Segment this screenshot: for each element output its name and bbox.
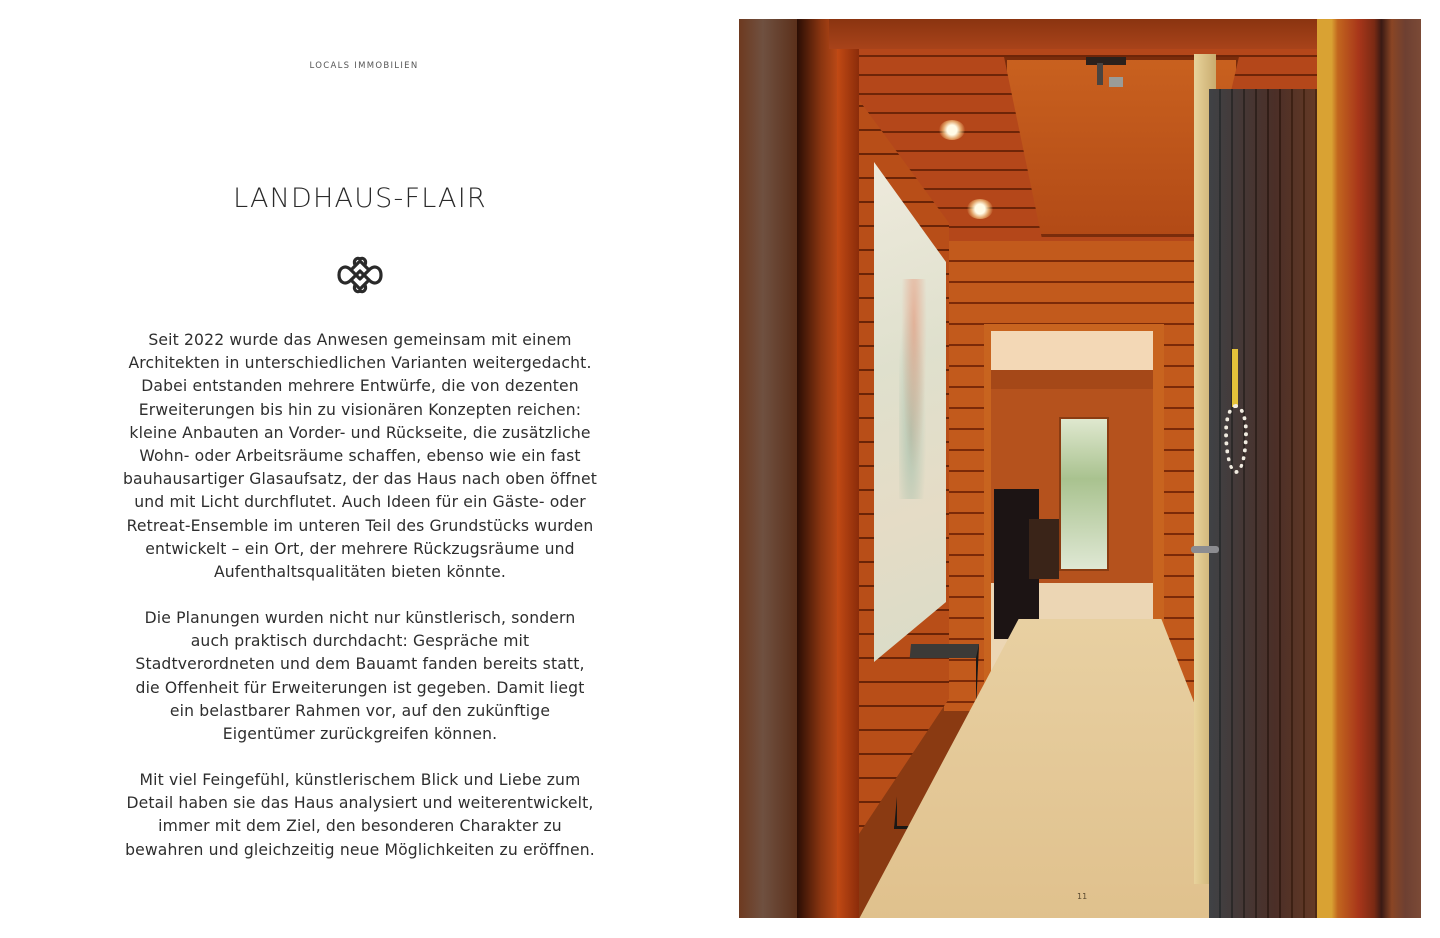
paragraph-1: Seit 2022 wurde das Anwesen gemeinsam mit einem Architekten in unterschiedlichen Varianten weitergedacht. Dabei entstanden mehrere Entwürfe, die von dezenten Erweiterungen bis hin zu visionären Konzepten reichen: kleine Anbauten an Vorder- und Rückseite, die zusätzliche Wohn- oder Arbeitsräume schaffen, ebenso wie ein fast bauhausartiger Glasaufsatz, der das Haus nach oben öffnet und mit Licht durchflutet. Auch Ideen für ein Gäste- oder Retreat-Ensemble im unteren Teil des Grundstücks wurden entwickelt – ein Ort, der mehrere Rückzugsräume und Aufenthaltsqualitäten bieten könnte.: [122, 331, 597, 582]
ceiling-light: [967, 199, 993, 219]
door-wreath: [1232, 349, 1238, 407]
door-frame-far-right: [1317, 19, 1421, 918]
door-frame-top: [829, 19, 1349, 49]
hatch-latch: [1086, 57, 1126, 65]
paragraph-3: Mit viel Feingefühl, künstlerischem Blick und Liebe zum Detail haben sie das Haus analysiert und weiterentwickelt, immer mit dem Ziel, den besonderen Charakter zu bewahren und gleichzeitig neue Möglichkeiten zu eröffnen.: [125, 771, 595, 859]
section-title: LANDHAUS-FLAIR: [233, 183, 487, 214]
brand-header: LOCALS IMMOBILIEN: [309, 61, 419, 71]
garden-door: [1061, 419, 1107, 569]
ceiling-light: [939, 120, 965, 140]
paragraph-2: Die Planungen wurden nicht nur künstlerisch, sondern auch praktisch durchdacht: Gespräche mit Stadtverordneten und dem Bauamt fanden bereits statt, die Offenheit für Erweiterungen ist gegeben. Damit liegt ein belastbarer Rahmen vor, auf den zukünftige Eigentümer zurückgreifen können.: [135, 609, 585, 744]
endless-knot-icon: [336, 256, 384, 294]
door-handle: [1191, 546, 1219, 553]
hallway-photo: [739, 19, 1421, 918]
door-frame-left: [739, 19, 799, 918]
page-number: 11: [1077, 892, 1088, 901]
